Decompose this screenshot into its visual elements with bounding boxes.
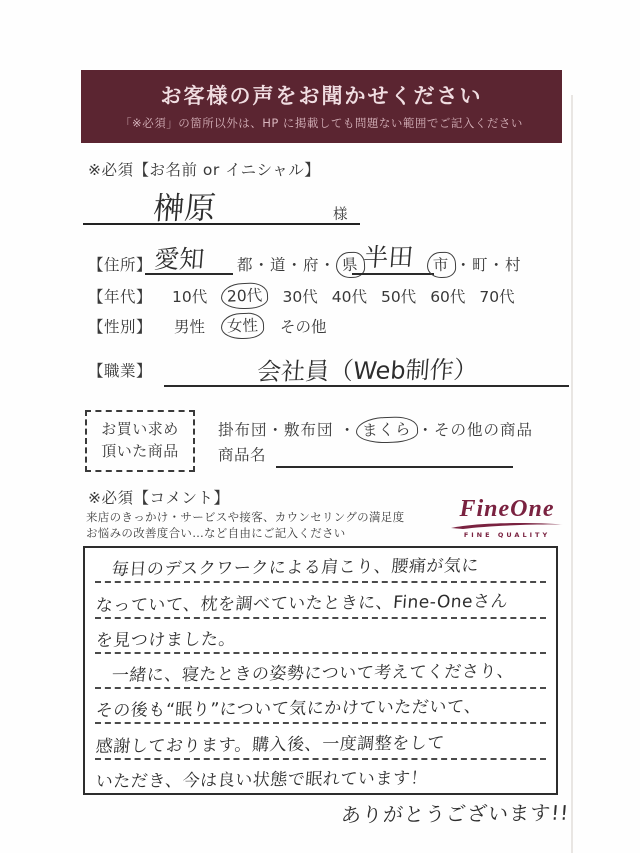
age-option-20s-selected-circle: 20代 [221,282,269,310]
purchased-item-box [85,410,195,472]
occupation-section [88,352,569,387]
city-write-line [352,273,434,275]
name-handwritten-value: 榊原 [152,190,217,228]
prefecture-selected-circle: 県 [336,252,365,279]
age-section [88,283,529,309]
occupation-handwritten-value: 会社員（Web制作） [256,355,480,387]
comment-hint-line1: 来店のきっかけ・サービスや接客、カウンセリングの満足度 [86,510,405,524]
fineone-logo-wordmark: FineOne [459,496,555,522]
comment-line-2: なっていて、枕を調べていたときに、Fine-Oneさん [95,591,509,616]
gender-section-label: 【性別】 [88,318,153,336]
comment-hint-line2: お悩みの改善度合い…など自由にご記入ください [86,526,346,540]
product-name-row [218,443,513,468]
age-section-label: 【年代】 [88,288,153,306]
age-option-70s: 70代 [479,288,515,306]
closing-thanks-text: ありがとうございます!! [340,800,571,828]
name-write-line [83,223,360,225]
prefecture-write-line [145,273,233,275]
comment-line-row [95,654,546,689]
fineone-logo-tagline: FINE QUALITY [463,531,551,539]
comment-line-row [95,724,546,759]
age-option-30s: 30代 [282,288,318,306]
age-option-40s: 40代 [331,288,367,306]
age-option-10s: 10代 [172,288,208,306]
prefecture-options-text: 都・道・府・ [237,256,337,274]
comment-line-row [95,760,546,793]
paper-edge-line [571,95,573,853]
purchase-options-before: 掛布団・敷布団 ・ [218,421,356,439]
purchase-options [218,417,533,443]
name-section-label: ※必須【お名前 or イニシャル】 [88,161,321,179]
city-options [427,252,522,278]
product-name-label: 商品名 [218,446,267,464]
comment-line-6: 感謝しております。購入後、一度調整をして [95,733,446,757]
comment-line-5: その後も“眠り”について気にかけていただいて、 [95,697,483,722]
address-section-label: 【住所】 [88,256,153,274]
city-selected-circle: 市 [427,252,456,279]
comment-line-row [95,619,546,654]
gender-section [88,313,343,339]
prefecture-options [237,252,365,278]
prefecture-handwritten-value: 愛知 [153,244,206,275]
gender-option-male: 男性 [174,318,206,336]
purchase-options-after: ・その他の商品 [417,421,533,439]
honorific-label: 様 [333,207,349,223]
city-options-text: ・町・村 [455,256,522,274]
comment-line-row [95,548,546,583]
form-header [81,70,562,143]
comment-line-row [95,583,546,618]
purchased-item-box-line1: お買い求め [101,420,179,439]
fineone-logo [448,497,566,539]
logo-swoosh-icon [449,521,565,530]
comment-line-3: を見つけました。 [95,629,237,651]
purchased-item-box-line2: 頂いた商品 [101,442,179,460]
occupation-write-line [164,352,569,387]
city-handwritten-value: 半田 [362,242,415,273]
form-subtitle: 「※必須」の箇所以外は、HP に掲載しても問題ない範囲でご記入ください [120,116,523,130]
purchase-selected-circle: まくら [356,416,418,444]
comment-line-row [95,689,546,724]
gender-option-female-selected-circle: 女性 [221,312,265,339]
product-name-write-line [276,446,513,468]
occupation-section-label: 【職業】 [88,362,153,380]
age-option-50s: 50代 [380,288,417,306]
gender-option-other: その他 [280,318,327,336]
comment-line-4: 一緒に、寝たときの姿勢について考えてくださり、 [111,661,516,686]
comment-line-7: いただき、今は良い状態で眠れています！ [95,768,429,792]
age-option-60s: 60代 [430,288,466,306]
comment-line-1: 毎日のデスクワークによる肩こり、腰痛が気に [111,556,480,581]
comment-section-label: ※必須【コメント】 [88,489,230,507]
comment-box [83,546,558,795]
form-title: お客様の声をお聞かせください [160,84,483,108]
